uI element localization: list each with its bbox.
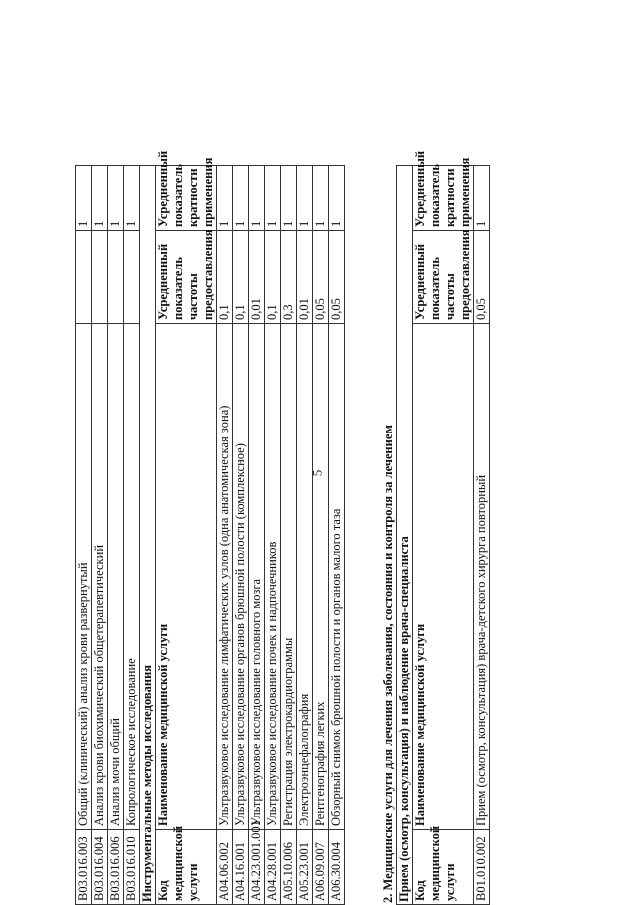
frequency-value: 0,05: [313, 231, 329, 324]
table-header-row: [156, 166, 217, 905]
header-name: Наименование медицинской услуги: [156, 324, 217, 830]
service-code: A04.28.001: [265, 830, 281, 905]
header-freq: Усредненный показатель частоты предоставления: [156, 231, 217, 324]
service-code: A04.23.001.001: [249, 830, 265, 905]
service-code: A06.09.007: [313, 830, 329, 905]
table-row: [329, 166, 345, 905]
multiplicity-value: 1: [124, 166, 140, 231]
frequency-value: 0,01: [249, 231, 265, 324]
service-name: Регистрация электрокардиограммы: [281, 324, 297, 830]
multiplicity-value: 1: [217, 166, 233, 231]
multiplicity-value: 1: [249, 166, 265, 231]
header-freq: Усредненный показатель частоты предоставления: [413, 231, 474, 324]
table-row: [92, 166, 108, 905]
multiplicity-value: 1: [108, 166, 124, 231]
frequency-value: [92, 231, 108, 324]
page-number: 5: [309, 469, 325, 477]
instrumental-rows: [217, 166, 345, 905]
table-row: [313, 166, 329, 905]
section-2-title: 2. Медицинские услуги для лечения заболевания, состояния и контроля за лечением: [381, 425, 395, 903]
frequency-value: 0,3: [281, 231, 297, 324]
service-code: B01.010.002: [474, 830, 490, 905]
service-name: Прием (осмотр, консультация) врача-детского хирурга повторный: [474, 324, 490, 830]
service-name: Ультразвуковое исследование органов брюшной полости (комплексное): [233, 324, 249, 830]
service-code: A04.16.001: [233, 830, 249, 905]
frequency-value: 0,1: [217, 231, 233, 324]
section-title-row: [140, 166, 156, 905]
multiplicity-value: 1: [76, 166, 92, 231]
table-header-row: [413, 166, 474, 905]
section-gap: [345, 165, 381, 905]
table-row: [265, 166, 281, 905]
service-code: B03.016.010: [124, 830, 140, 905]
frequency-value: [76, 231, 92, 324]
service-code: A05.10.006: [281, 830, 297, 905]
header-mult: Усредненный показатель кратности применения: [413, 166, 474, 231]
service-name: Электроэнцефалография: [297, 324, 313, 830]
frequency-value: 0,05: [474, 231, 490, 324]
table-row: [297, 166, 313, 905]
header-name: Наименование медицинской услуги: [413, 324, 474, 830]
treatment-rows: [474, 166, 490, 905]
table-row: [249, 166, 265, 905]
multiplicity-value: 1: [474, 166, 490, 231]
table-row: [233, 166, 249, 905]
frequency-value: 0,1: [233, 231, 249, 324]
service-name: Анализ мочи общий: [108, 324, 124, 830]
section-title-instrumental: Инструментальные методы исследования: [140, 166, 156, 905]
service-code: A05.23.001: [297, 830, 313, 905]
frequency-value: [108, 231, 124, 324]
table-row: [124, 166, 140, 905]
table-row: [108, 166, 124, 905]
header-mult: Усредненный показатель кратности применения: [156, 166, 217, 231]
service-name: Копрологическое исследование: [124, 324, 140, 830]
frequency-value: 0,01: [297, 231, 313, 324]
multiplicity-value: 1: [297, 166, 313, 231]
subtitle-row: [397, 166, 413, 905]
lab-rows: [76, 166, 140, 905]
header-code: Код медицинской услуги: [413, 830, 474, 905]
service-code: B03.016.006: [108, 830, 124, 905]
service-name: Рентгенография легких: [313, 324, 329, 830]
service-name: Ультразвуковое исследование лимфатических узлов (одна анатомическая зона): [217, 324, 233, 830]
multiplicity-value: 1: [265, 166, 281, 231]
service-name: Ультразвуковое исследование почек и надпочечников: [265, 324, 281, 830]
multiplicity-value: 1: [233, 166, 249, 231]
table-row: [76, 166, 92, 905]
multiplicity-value: 1: [329, 166, 345, 231]
service-code: B03.016.004: [92, 830, 108, 905]
section-2-subtitle: Прием (осмотр, консультация) и наблюдение врача-специалиста: [397, 166, 413, 905]
table-row: [281, 166, 297, 905]
header-code: Код медицинской услуги: [156, 830, 217, 905]
table-row: [217, 166, 233, 905]
multiplicity-value: 1: [92, 166, 108, 231]
service-code: A06.30.004: [329, 830, 345, 905]
services-table-lab: [75, 150, 345, 905]
frequency-value: 0,1: [265, 231, 281, 324]
service-code: A04.06.002: [217, 830, 233, 905]
service-name: Ультразвуковое исследование головного мозга: [249, 324, 265, 830]
multiplicity-value: 1: [281, 166, 297, 231]
service-name: Общий (клинический) анализ крови развернутый: [76, 324, 92, 830]
table-row: [474, 166, 490, 905]
service-code: B03.016.003: [76, 830, 92, 905]
rotated-page: [75, 150, 535, 905]
services-table-treatment: [396, 150, 490, 905]
service-name: Анализ крови биохимический общетерапевтический: [92, 324, 108, 830]
service-name: Обзорный снимок брюшной полости и органов малого таза: [329, 324, 345, 830]
frequency-value: 0,05: [329, 231, 345, 324]
multiplicity-value: 1: [313, 166, 329, 231]
frequency-value: [124, 231, 140, 324]
